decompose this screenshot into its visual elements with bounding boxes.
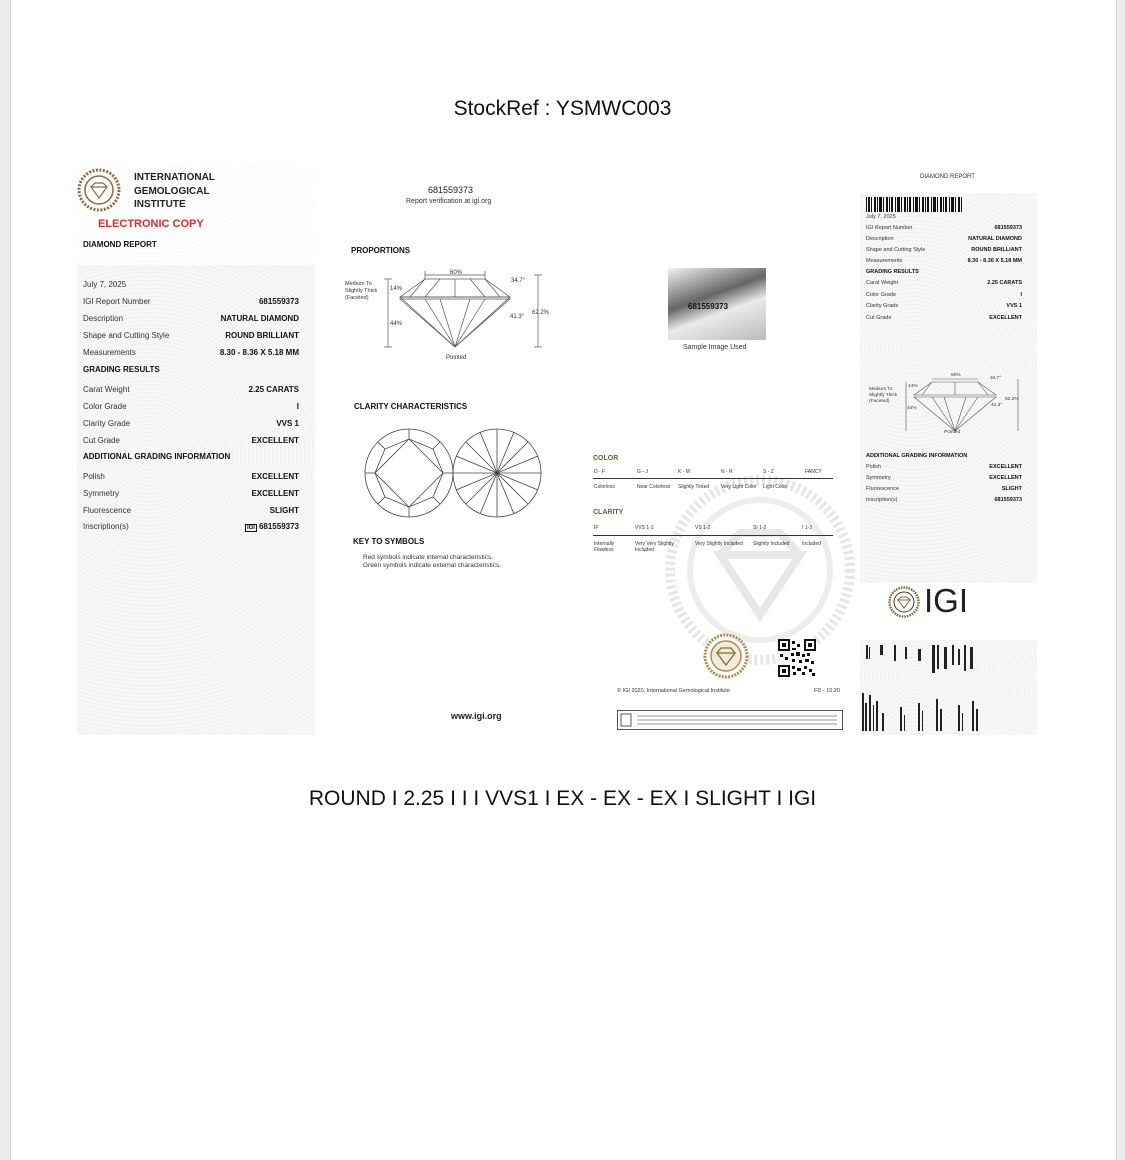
color-grade: G - J [637, 469, 648, 475]
field-label: Shape and Cutting Style [83, 331, 170, 340]
institute-line-2: GEMOLOGICAL [134, 185, 210, 197]
color-scale-header: COLOR [593, 455, 619, 462]
color-grade: S - Z [763, 469, 774, 475]
compact-report-panel [860, 165, 1037, 735]
clarity-grade: IF [594, 525, 599, 531]
girdle-label: Medium To Slightly Thick (Faceted) [345, 281, 378, 301]
color-description: Near Colorless [637, 484, 671, 490]
compact-field-label: IGI Report Number [866, 225, 913, 231]
additional-label: Polish [83, 472, 105, 481]
compact-depth-percentage: 62.2% [1005, 397, 1019, 402]
middle-report-number: 681559373 [428, 185, 474, 195]
additional-header: ADDITIONAL GRADING INFORMATION [83, 452, 231, 461]
compact-proportions-diagram [900, 373, 1030, 437]
additional-value [245, 522, 299, 531]
grading-value: VVS 1 [276, 419, 299, 428]
field-label: Description [83, 314, 124, 323]
compact-additional-label: Polish [866, 464, 881, 470]
copyright-text: © IGI 2020, International Gemological Institute [617, 688, 730, 694]
compact-report-title: DIAMOND REPORT [920, 174, 975, 180]
crown-percentage: 14% [390, 286, 403, 292]
scale-panel [590, 165, 850, 735]
qr-code-icon[interactable] [778, 639, 816, 677]
clarity-description: Slightly Included [753, 541, 790, 547]
report-panel [77, 165, 315, 735]
additional-label: Symmetry [83, 489, 119, 498]
security-strip [617, 710, 843, 730]
compact-date: July 7, 2025 [866, 214, 896, 220]
color-grade: D - F [594, 469, 606, 475]
compact-field-value: ROUND BRILLIANT [971, 247, 1022, 253]
color-description: Colorless [594, 484, 615, 490]
compact-field-value: NATURAL DIAMOND [968, 236, 1022, 242]
report-title: DIAMOND REPORT [83, 240, 157, 249]
field-value: NATURAL DIAMOND [220, 314, 299, 323]
additional-label: Inscription(s) [83, 522, 129, 531]
grading-label: Carat Weight [83, 385, 130, 394]
compact-additional-header: ADDITIONAL GRADING INFORMATION [866, 453, 968, 459]
compact-field-label: Shape and Cutting Style [866, 247, 926, 253]
pavilion-angle: 41.3° [510, 314, 525, 320]
additional-value: EXCELLENT [251, 472, 299, 481]
clarity-grade: VVS 1-2 [635, 525, 654, 531]
compact-additional-value: EXCELLENT [989, 464, 1022, 470]
compact-additional-value: SLIGHT [1001, 486, 1022, 492]
gold-igi-seal-icon [703, 633, 749, 679]
igi-logo-seal-icon [888, 586, 920, 618]
inscription-number: 681559373 [258, 522, 299, 531]
compact-grading-label: Color Grade [866, 292, 896, 298]
institute-line-3: INSTITUTE [134, 199, 186, 210]
vertical-data-strip [860, 643, 1037, 733]
sample-caption: Sample Image Used [683, 344, 747, 351]
clarity-plot-diagram [364, 427, 542, 521]
field-value: 8.30 - 8.36 X 5.18 MM [219, 348, 299, 357]
compact-grading-label: Cut Grade [866, 315, 892, 321]
key-line-internal: Red symbols indicate internal characteristics. [363, 554, 494, 561]
field-value: ROUND BRILLIANT [225, 331, 299, 340]
color-grade: FANCY [805, 469, 822, 475]
compact-additional-label: Fluorescence [866, 486, 900, 492]
compact-table-percentage: 60% [951, 373, 961, 378]
compact-crown-percentage: 14% [908, 384, 918, 389]
compact-grading-label: Carat Weight [866, 280, 898, 286]
igi-watermark-seal [665, 475, 855, 665]
culet-label: Pointed [446, 355, 467, 361]
compact-culet-label: Pointed [944, 430, 961, 435]
pavilion-percentage: 44% [390, 321, 403, 327]
grading-label: Clarity Grade [83, 419, 131, 428]
electronic-copy-label: ELECTRONIC COPY [98, 218, 204, 230]
compact-pavilion-angle: 41.3° [991, 403, 1003, 408]
compact-pavilion-percentage: 44% [907, 406, 917, 411]
key-line-external: Green symbols indicate external characteristics. [363, 562, 502, 569]
color-grade: K - M [678, 469, 690, 475]
field-value: 681559373 [258, 297, 299, 306]
additional-label: Fluorescence [83, 506, 132, 515]
compact-additional-value: 681559373 [994, 497, 1022, 503]
clarity-description: Very Slightly Included [695, 541, 743, 547]
website-link[interactable]: www.igi.org [451, 711, 502, 721]
compact-crown-angle: 34.7° [990, 376, 1002, 381]
clarity-grade: VS 1-2 [695, 525, 711, 531]
verification-text: Report verification at igi.org [406, 198, 492, 205]
grading-value: EXCELLENT [251, 436, 299, 445]
compact-field-value: 681559373 [994, 225, 1022, 231]
crown-angle: 34.7° [511, 278, 526, 284]
table-percentage: 60% [450, 270, 463, 276]
compact-grading-value: EXCELLENT [989, 315, 1022, 321]
color-scale-line [593, 478, 833, 479]
key-to-symbols-header: KEY TO SYMBOLS [353, 537, 425, 546]
proportions-header: PROPORTIONS [351, 246, 411, 255]
igi-logo-text: IGI [924, 582, 969, 619]
grading-header: GRADING RESULTS [83, 365, 160, 374]
form-code: FD - 10.20 [814, 688, 840, 694]
compact-grading-label: Clarity Grade [866, 303, 899, 309]
clarity-description: Included [802, 541, 821, 547]
depth-percentage: 62.2% [532, 310, 550, 316]
igi-seal-icon [77, 168, 121, 212]
compact-girdle-label: Medium To Slightly Thick (Faceted) [869, 387, 898, 404]
proportions-panel [340, 165, 590, 735]
clarity-grade: I 1-3 [802, 525, 813, 531]
compact-additional-label: Symmetry [866, 475, 891, 481]
report-barcode [866, 197, 962, 212]
compact-field-label: Description [866, 236, 894, 242]
diamond-summary: ROUND I 2.25 I I I VVS1 I EX - EX - EX I SLIGHT I IGI [308, 787, 817, 810]
compact-grading-header: GRADING RESULTS [866, 269, 919, 275]
color-description: Slightly Tinted [678, 484, 710, 490]
compact-field-value: 8.30 - 8.36 X 5.18 MM [967, 258, 1022, 264]
color-grade: N - R [721, 469, 733, 475]
clarity-description: Internally Flawless [594, 541, 615, 553]
compact-grading-value: I [1020, 292, 1022, 298]
inscription-logo: IGI [246, 525, 255, 531]
sample-inscription-number: 681559373 [688, 302, 729, 311]
clarity-grade: SI 1-2 [753, 525, 767, 531]
institute-name [134, 171, 215, 212]
report-date: July 7, 2025 [83, 280, 127, 289]
grading-value: I [296, 402, 299, 411]
compact-grading-value: VVS 1 [1006, 303, 1022, 309]
clarity-scale-line [593, 535, 833, 536]
clarity-characteristics-header: CLARITY CHARACTERISTICS [354, 402, 468, 411]
grading-label: Color Grade [83, 402, 127, 411]
field-label: IGI Report Number [83, 297, 151, 306]
clarity-scale-header: CLARITY [593, 509, 624, 516]
color-description: Very Light Color [721, 484, 757, 490]
compact-grading-value: 2.25 CARATS [987, 280, 1022, 286]
grading-label: Cut Grade [83, 436, 120, 445]
grading-value: 2.25 CARATS [248, 385, 299, 394]
color-description: Light Color [763, 484, 788, 490]
stock-reference: StockRef : YSMWC003 [453, 97, 672, 120]
additional-value: EXCELLENT [251, 489, 299, 498]
clarity-description: Very Very Slightly Included [635, 541, 674, 553]
field-label: Measurements [83, 348, 136, 357]
compact-additional-label: Inscription(s) [866, 497, 898, 503]
additional-value: SLIGHT [269, 506, 299, 515]
institute-line-1: INTERNATIONAL [134, 172, 215, 183]
compact-field-label: Measurements [866, 258, 903, 264]
compact-additional-value: EXCELLENT [989, 475, 1022, 481]
